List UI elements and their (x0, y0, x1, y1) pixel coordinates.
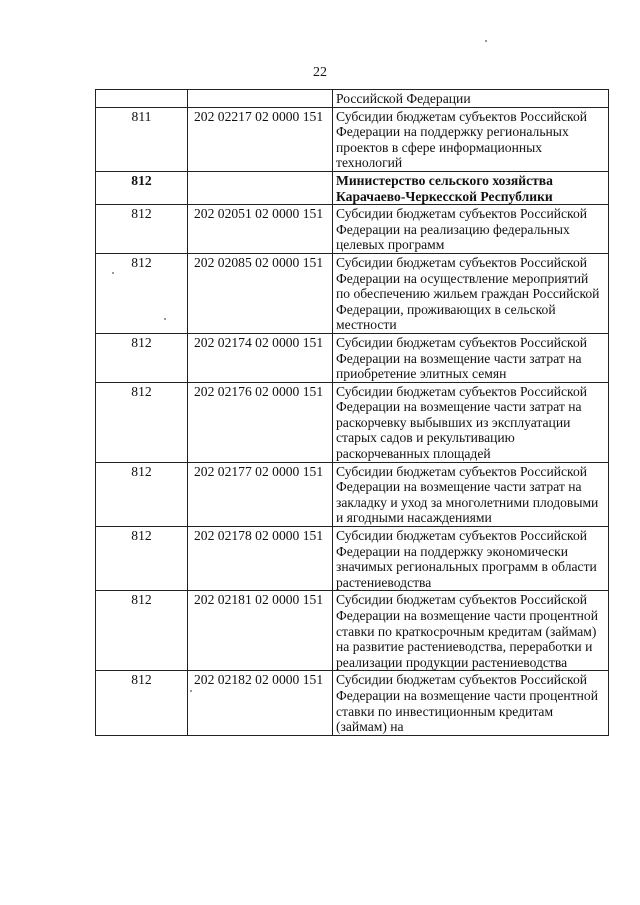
cell-code: 812 (96, 333, 188, 382)
cell-kbk: 202 02176 02 0000 151 (188, 382, 333, 462)
cell-kbk: 202 02174 02 0000 151 (188, 333, 333, 382)
table-row (96, 171, 609, 204)
cell-code: 811 (96, 107, 188, 171)
cell-kbk: 202 02085 02 0000 151 (188, 253, 333, 333)
cell-name: Субсидии бюджетам субъектов Российской Федерации на возмещение части процентной ставки по краткосрочным кредитам (займам) на развитие растениеводства, переработки и реализации продукции растениеводства (333, 591, 609, 671)
cell-name: Министерство сельского хозяйства Карачаево-Черкесской Республики (333, 171, 609, 204)
budget-codes-table (95, 89, 609, 736)
cell-kbk (188, 171, 333, 204)
cell-code (96, 90, 188, 108)
cell-code: 812 (96, 205, 188, 254)
table-row (96, 382, 609, 462)
scan-speck (485, 40, 487, 42)
cell-code: 812 (96, 253, 188, 333)
table-row (96, 90, 609, 108)
scan-speck (112, 272, 114, 274)
cell-kbk (188, 90, 333, 108)
cell-code: 812 (96, 462, 188, 526)
cell-code: 812 (96, 382, 188, 462)
cell-name: Субсидии бюджетам субъектов Российской Федерации на поддержку экономически значимых региональных программ в области растениеводства (333, 527, 609, 591)
cell-kbk: 202 02217 02 0000 151 (188, 107, 333, 171)
table-row (96, 671, 609, 735)
table-row (96, 107, 609, 171)
cell-code: 812 (96, 171, 188, 204)
cell-name: Субсидии бюджетам субъектов Российской Федерации на возмещение части затрат на раскорчевку выбывших из эксплуатации старых садов и рекультивацию раскорчеванных площадей (333, 382, 609, 462)
cell-name: Субсидии бюджетам субъектов Российской Федерации на возмещение части затрат на закладку и уход за многолетними плодовыми и ягодными насаждениями (333, 462, 609, 526)
cell-kbk: 202 02051 02 0000 151 (188, 205, 333, 254)
cell-code: 812 (96, 671, 188, 735)
cell-name: Субсидии бюджетам субъектов Российской Федерации на осуществление мероприятий по обеспечению жильем граждан Российской Федерации, проживающих в сельской местности (333, 253, 609, 333)
scan-speck (164, 318, 166, 320)
table-row (96, 527, 609, 591)
table-row (96, 205, 609, 254)
table-row (96, 591, 609, 671)
cell-kbk: 202 02178 02 0000 151 (188, 527, 333, 591)
cell-name: Субсидии бюджетам субъектов Российской Федерации на поддержку региональных проектов в сфере информационных технологий (333, 107, 609, 171)
cell-name: Субсидии бюджетам субъектов Российской Федерации на возмещение части затрат на приобретение элитных семян (333, 333, 609, 382)
cell-code: 812 (96, 527, 188, 591)
cell-name: Субсидии бюджетам субъектов Российской Федерации на реализацию федеральных целевых программ (333, 205, 609, 254)
scan-speck (190, 690, 192, 692)
cell-kbk: 202 02182 02 0000 151 (188, 671, 333, 735)
table-row (96, 333, 609, 382)
cell-name: Субсидии бюджетам субъектов Российской Федерации на возмещение части процентной ставки по инвестиционным кредитам (займам) на (333, 671, 609, 735)
cell-kbk: 202 02181 02 0000 151 (188, 591, 333, 671)
table-row (96, 253, 609, 333)
table-row (96, 462, 609, 526)
cell-code: 812 (96, 591, 188, 671)
cell-name: Российской Федерации (333, 90, 609, 108)
table-body (96, 90, 609, 736)
cell-kbk: 202 02177 02 0000 151 (188, 462, 333, 526)
page-number: 22 (313, 65, 327, 80)
